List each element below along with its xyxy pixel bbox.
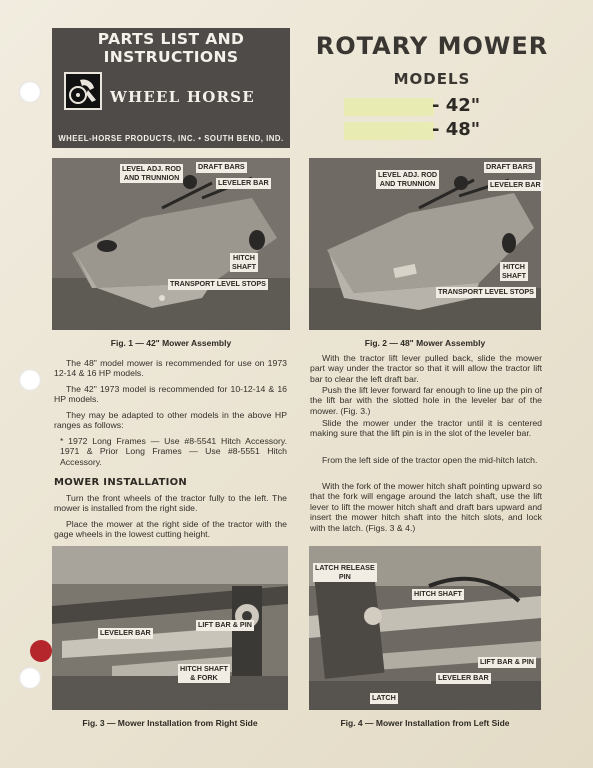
fig4-label-lift-bar-pin: LIFT BAR & PIN (480, 657, 534, 666)
left-paragraph-4: * 1972 Long Frames — Use #8-5541 Hitch Accessory. 1971 & Prior Long Frames — Use #8-5551 Hitch Accessory. (60, 436, 287, 467)
fig4-label-leveler-bar: LEVELER BAR (438, 673, 489, 682)
binder-hole-top (19, 81, 41, 103)
model-48: - 48" (432, 119, 481, 140)
fig2-label-leveler-bar: LEVELER BAR (490, 180, 541, 189)
page-title: ROTARY MOWER (315, 32, 549, 60)
fig4-label-hitch-shaft: HITCH SHAFT (414, 589, 462, 598)
fig4-label-latch-release-pin: LATCH RELEASE PIN (315, 563, 375, 581)
fig1-label-level-adj-rod: LEVEL ADJ. ROD AND TRUNNION (122, 164, 182, 182)
highlight-mark-1 (344, 98, 434, 116)
fig3-label-lift-bar-pin: LIFT BAR & PIN (198, 620, 252, 629)
brand-name: WHEEL HORSE (110, 88, 255, 106)
fig2-caption: Fig. 2 — 48" Mower Assembly (364, 338, 486, 348)
header-box (52, 28, 290, 148)
left-paragraph-1: The 48" model mower is recommended for use on 1973 12-14 & 16 HP models. (54, 358, 287, 379)
left-paragraph-6: Place the mower at the right side of the tractor with the gage wheels in the lowest cutting height. (54, 519, 287, 540)
fig2-label-transport-level-stops: TRANSPORT LEVEL STOPS (438, 287, 534, 296)
fig1-label-leveler-bar: LEVELER BAR (218, 178, 269, 187)
models-label: MODELS (393, 70, 471, 88)
binder-hole-middle (19, 369, 41, 391)
fig1-label-hitch-shaft: HITCH SHAFT (232, 253, 256, 271)
right-paragraph-1: With the tractor lift lever pulled back, slide the mower part way under the tractor so that it will allow the tractor lift bar to clear the left draft bar. (310, 353, 542, 384)
left-paragraph-5: Turn the front wheels of the tractor fully to the left. The mower is installed from the right side. (54, 493, 287, 514)
fig4-label-latch: LATCH (372, 693, 396, 702)
highlight-mark-2 (344, 122, 434, 140)
fig3-caption: Fig. 3 — Mower Installation from Right Side (82, 718, 258, 728)
left-paragraph-3: They may be adapted to other models in the above HP ranges as follows: (54, 410, 287, 431)
right-paragraph-2: Push the lift lever forward far enough to line up the pin of the lift bar with the slotted hole in the leveler bar of the mower. (Fig. 3.) (310, 385, 542, 416)
fig1-label-draft-bars: DRAFT BARS (198, 162, 245, 171)
header-box-title: PARTS LIST AND INSTRUCTIONS (97, 30, 245, 66)
fig2-label-draft-bars: DRAFT BARS (486, 162, 533, 171)
right-paragraph-3: Slide the mower under the tractor until it is centered making sure that the lift pin is in the slot of the leveler bar. (310, 418, 542, 439)
fig1-caption: Fig. 1 — 42" Mower Assembly (110, 338, 232, 348)
fig3-label-hitch-shaft-fork: HITCH SHAFT & FORK (180, 664, 228, 682)
fig3-label-leveler-bar: LEVELER BAR (100, 628, 151, 637)
right-paragraph-4: From the left side of the tractor open the mid-hitch latch. (322, 455, 538, 465)
fig1-label-transport-level-stops: TRANSPORT LEVEL STOPS (170, 279, 266, 288)
fig4-caption: Fig. 4 — Mower Installation from Left Side (340, 718, 510, 728)
red-sticker (30, 640, 52, 662)
fig2-label-level-adj-rod: LEVEL ADJ. ROD AND TRUNNION (378, 170, 438, 188)
right-paragraph-5: With the fork of the mower hitch shaft pointing upward so that the fork will engage around the latch shaft, use the lift lever to lift the mower hitch shaft and draft bars upward and insert the mower hitch shaft into the hitch slots, and lock with the latch. (Figs. 3 & 4.) (310, 481, 542, 533)
section-heading-mower-installation: MOWER INSTALLATION (54, 477, 188, 488)
wheel-horse-logo-icon (64, 72, 102, 110)
company-address: WHEEL-HORSE PRODUCTS, INC. • SOUTH BEND, IND. (58, 134, 284, 143)
fig2-label-hitch-shaft: HITCH SHAFT (502, 262, 526, 280)
left-paragraph-2: The 42" 1973 model is recommended for 10-12-14 & 16 HP models. (54, 384, 287, 405)
binder-hole-bottom (19, 667, 41, 689)
model-42: - 42" (432, 95, 481, 116)
